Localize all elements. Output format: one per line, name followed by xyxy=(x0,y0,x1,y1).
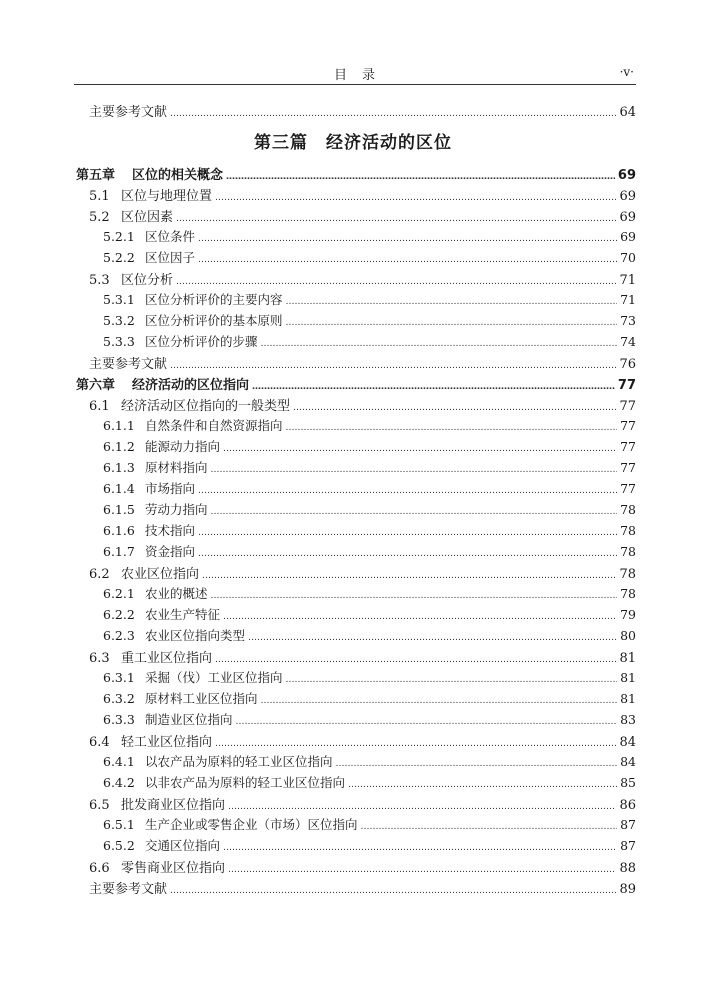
toc-leader-dots xyxy=(198,229,617,244)
toc-leader-dots xyxy=(202,567,616,582)
toc-chapter-entry[interactable] xyxy=(76,164,636,185)
toc-entry-title: 零售商业区位指向 xyxy=(121,861,226,876)
toc-leader-dots xyxy=(223,607,617,622)
toc-entry-page: 73 xyxy=(620,313,636,328)
toc-entry-page: 81 xyxy=(620,691,636,706)
toc-entry-page: 69 xyxy=(619,189,636,204)
toc-leader-dots xyxy=(336,754,618,769)
toc-leader-dots xyxy=(236,712,618,727)
toc-entry-number: 6.2.1 xyxy=(103,586,135,601)
toc-entry[interactable] xyxy=(103,332,636,353)
toc-entry[interactable] xyxy=(103,500,636,521)
toc-entry-number: 5.3.2 xyxy=(103,313,135,328)
toc-entry-page: 85 xyxy=(620,775,636,790)
toc-leader-dots xyxy=(348,775,617,790)
toc-entry-number: 5.3.3 xyxy=(103,334,135,349)
toc-entry[interactable] xyxy=(89,185,636,206)
toc-leader-dots xyxy=(361,817,618,832)
toc-leader-dots xyxy=(286,313,618,328)
toc-entry-title: 原材料工业区位指向 xyxy=(145,691,258,706)
toc-entry-title: 劳动力指向 xyxy=(145,502,208,517)
toc-leader-dots xyxy=(228,798,616,813)
toc-entry-page: 89 xyxy=(619,882,636,897)
toc-entry-page: 77 xyxy=(619,399,636,414)
toc-entry-title: 区位分析 xyxy=(121,273,174,288)
toc-entry-title: 交通区位指向 xyxy=(145,838,221,853)
toc-entry-page: 70 xyxy=(620,250,636,265)
toc-entry-title: 生产企业或零售企业（市场）区位指向 xyxy=(145,817,358,832)
toc-entry-title: 以农产品为原料的轻工业区位指向 xyxy=(145,754,333,769)
toc-entry[interactable] xyxy=(103,311,636,332)
toc-entry-title: 能源动力指向 xyxy=(145,439,221,454)
header-page-number: ·v· xyxy=(619,65,634,79)
toc-entry[interactable] xyxy=(103,815,636,836)
toc-entry-page: 69 xyxy=(619,210,636,225)
toc-entry-page: 77 xyxy=(620,418,636,433)
toc-entry[interactable] xyxy=(89,731,636,752)
toc-entry-number: 6.4.1 xyxy=(103,754,135,769)
toc-entry-number: 5.2.2 xyxy=(103,250,135,265)
toc-entry-number: 6.2 xyxy=(89,567,110,582)
toc-entry-title: 区位分析评价的基本原则 xyxy=(145,313,283,328)
toc-entry-number: 6.3.3 xyxy=(103,712,135,727)
toc-leader-dots xyxy=(252,378,615,393)
toc-entry-page: 80 xyxy=(620,628,636,643)
toc-entry-number: 6.4.2 xyxy=(103,775,135,790)
toc-entry[interactable] xyxy=(103,773,636,794)
toc-entry-page: 81 xyxy=(619,651,636,666)
toc-entry-title: 区位分析评价的步骤 xyxy=(145,334,258,349)
toc-leader-dots xyxy=(198,250,617,265)
toc-entry-number: 6.1.5 xyxy=(103,502,135,517)
toc-entry-title: 区位的相关概念 xyxy=(132,168,224,183)
toc-references-entry[interactable] xyxy=(89,101,636,122)
toc-entry-title: 资金指向 xyxy=(145,544,196,559)
toc-entry-page: 84 xyxy=(619,735,636,750)
toc-entry[interactable] xyxy=(103,542,636,563)
toc-leader-dots xyxy=(286,670,618,685)
toc-entry-title: 农业区位指向类型 xyxy=(145,628,246,643)
toc-leader-dots xyxy=(170,357,616,372)
toc-entry-number: 6.2.2 xyxy=(103,607,135,622)
toc-entry-page: 78 xyxy=(620,544,636,559)
toc-references-entry[interactable] xyxy=(89,353,636,374)
toc-entry[interactable] xyxy=(89,857,636,878)
toc-entry-page: 71 xyxy=(620,292,636,307)
toc-entry-number: 第五章 xyxy=(76,168,116,183)
part-title: 第三篇 经济活动的区位 xyxy=(254,133,452,153)
toc-entry-page: 78 xyxy=(620,586,636,601)
toc-entry-page: 77 xyxy=(617,378,636,393)
toc-leader-dots xyxy=(198,481,617,496)
toc-entry-page: 64 xyxy=(619,105,636,120)
toc-leader-dots xyxy=(215,189,616,204)
toc-entry-title: 采掘（伐）工业区位指向 xyxy=(145,670,283,685)
toc-entry[interactable] xyxy=(89,563,636,584)
toc-entry[interactable] xyxy=(103,521,636,542)
toc-entry-number: 6.2.3 xyxy=(103,628,135,643)
toc-entry-title: 经济活动的区位指向 xyxy=(132,378,250,393)
toc-leader-dots xyxy=(223,439,617,454)
toc-entry-page: 78 xyxy=(620,502,636,517)
toc-entry-page: 69 xyxy=(617,168,636,183)
toc-entry-title: 经济活动区位指向的一般类型 xyxy=(121,399,291,414)
toc-entry-number: 6.3.1 xyxy=(103,670,135,685)
toc-entry-page: 83 xyxy=(620,712,636,727)
toc-entry-title: 制造业区位指向 xyxy=(145,712,233,727)
toc-entry-page: 84 xyxy=(620,754,636,769)
toc-entry-number: 5.1 xyxy=(89,189,110,204)
toc-entry-page: 87 xyxy=(620,838,636,853)
toc-entry-page: 74 xyxy=(620,334,636,349)
toc-entry-title: 主要参考文献 xyxy=(89,882,168,897)
toc-entry-title: 农业生产特征 xyxy=(145,607,221,622)
toc-entry[interactable] xyxy=(103,836,636,857)
toc-entry-title: 区位分析评价的主要内容 xyxy=(145,292,283,307)
toc-entry[interactable] xyxy=(89,395,636,416)
toc-entry-title: 自然条件和自然资源指向 xyxy=(145,418,283,433)
toc-entry-title: 区位因素 xyxy=(121,210,174,225)
toc-entry[interactable] xyxy=(89,794,636,815)
toc-entry-page: 77 xyxy=(620,481,636,496)
toc-entry-number: 5.3 xyxy=(89,273,110,288)
toc-entry-title: 区位条件 xyxy=(145,229,196,244)
toc-entry-number: 6.3.2 xyxy=(103,691,135,706)
toc-leader-dots xyxy=(176,210,616,225)
toc-entry[interactable] xyxy=(103,752,636,773)
toc-entry-page: 87 xyxy=(620,817,636,832)
toc-entry-page: 69 xyxy=(620,229,636,244)
toc-entry-title: 农业的概述 xyxy=(145,586,208,601)
toc-entry-title: 批发商业区位指向 xyxy=(121,798,226,813)
toc-entry-page: 76 xyxy=(619,357,636,372)
toc-entry[interactable] xyxy=(103,584,636,605)
toc-entry-page: 77 xyxy=(620,460,636,475)
toc-entry-title: 市场指向 xyxy=(145,481,196,496)
toc-entry-page: 77 xyxy=(620,439,636,454)
toc-entry-title: 主要参考文献 xyxy=(89,105,168,120)
toc-entry-title: 区位与地理位置 xyxy=(121,189,213,204)
toc-entry-number: 6.5.2 xyxy=(103,838,135,853)
toc-entry[interactable] xyxy=(103,626,636,647)
toc-entry[interactable] xyxy=(103,290,636,311)
toc-references-entry[interactable] xyxy=(89,878,636,899)
toc-leader-dots xyxy=(198,523,617,538)
toc-entry-page: 88 xyxy=(619,861,636,876)
toc-entry[interactable] xyxy=(103,437,636,458)
toc-entry-number: 6.5 xyxy=(89,798,110,813)
toc-entry[interactable] xyxy=(103,416,636,437)
toc-entry[interactable] xyxy=(103,227,636,248)
toc-entry-number: 6.1.2 xyxy=(103,439,135,454)
toc-entry[interactable] xyxy=(103,668,636,689)
toc-entry[interactable] xyxy=(103,458,636,479)
toc-leader-dots xyxy=(286,418,618,433)
toc-chapter-entry[interactable] xyxy=(76,374,636,395)
toc-entry-title: 轻工业区位指向 xyxy=(121,735,213,750)
toc-entry-page: 79 xyxy=(620,607,636,622)
toc-leader-dots xyxy=(176,273,616,288)
toc-entry[interactable] xyxy=(103,689,636,710)
toc-entry-page: 78 xyxy=(619,567,636,582)
toc-entry-title: 区位因子 xyxy=(145,250,196,265)
toc-entry-number: 6.6 xyxy=(89,861,110,876)
toc-entry-page: 81 xyxy=(620,670,636,685)
toc-leader-dots xyxy=(261,691,618,706)
toc-leader-dots xyxy=(170,105,616,120)
toc-entry-title: 重工业区位指向 xyxy=(121,651,213,666)
toc-leader-dots xyxy=(293,399,616,414)
toc-leader-dots xyxy=(248,628,617,643)
toc-entry-title: 技术指向 xyxy=(145,523,196,538)
toc-entry-number: 5.2 xyxy=(89,210,110,225)
toc-entry[interactable] xyxy=(103,479,636,500)
toc-entry-number: 6.5.1 xyxy=(103,817,135,832)
toc-entry[interactable] xyxy=(89,269,636,290)
toc-entry-number: 6.3 xyxy=(89,651,110,666)
toc-entry-title: 主要参考文献 xyxy=(89,357,168,372)
toc-entry[interactable] xyxy=(103,248,636,269)
toc-entry-number: 第六章 xyxy=(76,378,116,393)
toc-leader-dots xyxy=(211,460,618,475)
toc-entry-page: 71 xyxy=(619,273,636,288)
page-header xyxy=(74,62,636,85)
header-title: 目 录 xyxy=(333,68,376,83)
toc-leader-dots xyxy=(228,861,616,876)
toc-entry[interactable] xyxy=(103,605,636,626)
toc-entry-number: 6.1.7 xyxy=(103,544,135,559)
toc-leader-dots xyxy=(286,292,618,307)
toc-entry-title: 原材料指向 xyxy=(145,460,208,475)
toc-leader-dots xyxy=(223,838,617,853)
toc-leader-dots xyxy=(215,651,616,666)
toc-leader-dots xyxy=(261,334,618,349)
toc-entry-number: 6.4 xyxy=(89,735,110,750)
toc-entry-number: 6.1.6 xyxy=(103,523,135,538)
toc-entry-number: 6.1.1 xyxy=(103,418,135,433)
toc-leader-dots xyxy=(226,168,615,183)
toc-entry[interactable] xyxy=(89,206,636,227)
toc-entry-page: 78 xyxy=(620,523,636,538)
toc-entry-title: 以非农产品为原料的轻工业区位指向 xyxy=(145,775,346,790)
toc-leader-dots xyxy=(211,586,618,601)
toc-leader-dots xyxy=(211,502,618,517)
toc-entry-number: 5.2.1 xyxy=(103,229,135,244)
toc-leader-dots xyxy=(198,544,617,559)
toc-entry[interactable] xyxy=(103,710,636,731)
toc-entry-title: 农业区位指向 xyxy=(121,567,200,582)
toc-entry[interactable] xyxy=(89,647,636,668)
toc-entry-number: 5.3.1 xyxy=(103,292,135,307)
toc-leader-dots xyxy=(170,882,616,897)
toc-entry-number: 6.1.3 xyxy=(103,460,135,475)
toc-leader-dots xyxy=(215,735,616,750)
toc-entry-number: 6.1 xyxy=(89,399,110,414)
toc-entry-number: 6.1.4 xyxy=(103,481,135,496)
toc-entry-page: 86 xyxy=(619,798,636,813)
